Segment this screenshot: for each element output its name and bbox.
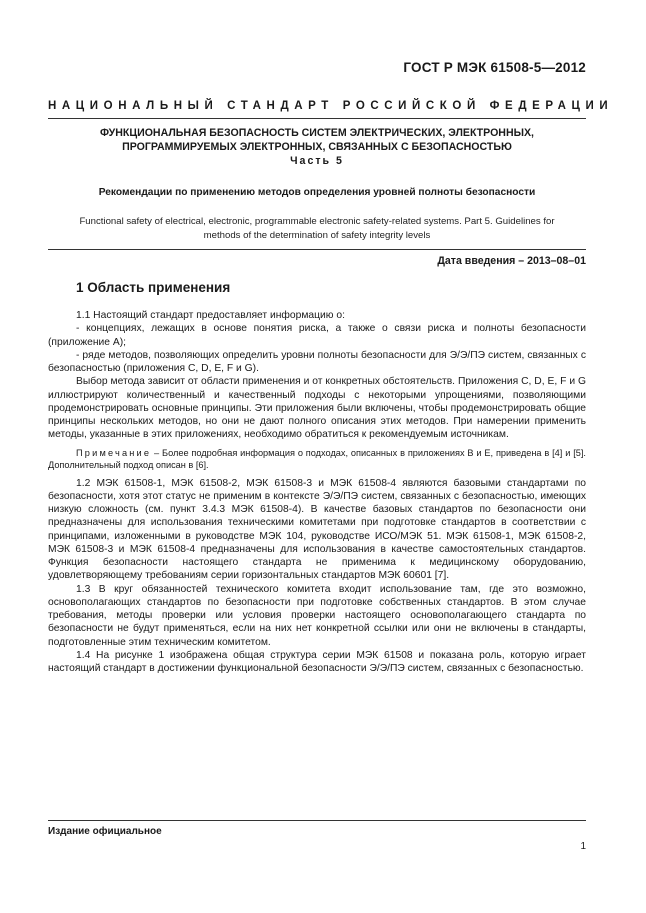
subtitle-english-line-2: methods of the determination of safety integrity levels: [203, 229, 431, 241]
paragraph-1-1-method: Выбор метода зависит от области применения и от конкретных обстоятельств. Приложения С, D, E, F и G иллюстрируют количественный и качественный подходы с некоторыми упрощениями, позволяющими продемонстрировать основные принципы. Эти приложения были включены, чтобы продемонстрировать общие принципы нескольких методов, но они не дают полного описания этих методов. При намерении применить методы, указанные в этих приложениях, необходимо обратиться к рекомендуемым источникам.: [48, 376, 586, 441]
paragraph-1-1-item-b: - ряде методов, позволяющих определить уровни полноты безопасности для Э/Э/ПЭ систем, связанных с безопасностью (приложения C, D, E, F и G).: [48, 349, 586, 374]
document-code: ГОСТ Р МЭК 61508-5—2012: [403, 60, 586, 75]
footer-divider: [48, 820, 586, 821]
paragraph-1-1: 1.1 Настоящий стандарт предоставляет информацию о:: [76, 310, 345, 321]
national-standard-title: НАЦИОНАЛЬНЫЙ СТАНДАРТ РОССИЙСКОЙ ФЕДЕРАЦИИ: [48, 100, 614, 112]
paragraph-1-2: 1.2 МЭК 61508-1, МЭК 61508-2, МЭК 61508-3 и МЭК 61508-4 являются базовыми стандартами по безопасности, хотя этот статус не применим в контексте Э/Э/ПЭ систем, связанных с безопасностью, имеющих низкую сложность (см. пункт 3.4.3 МЭК 61508-4). В качестве базовых стандартов по безопасности они предназначены для использования техническими комитетами при подготовке стандартов в соответствии с принципами, изложенными в руководстве МЭК 104, руководстве ИСО/МЭК 51. МЭК 61508-1, МЭК 61508-2, МЭК 61508-3 и МЭК 61508-4 предназначены для использования в качестве самостоятельных стандартов. Функция безопасности настоящего стандарта не применима к медицинскому оборудованию, удовлетворяющему требованиям серии горизонтальных стандартов МЭК 60601 [7].: [48, 477, 586, 582]
section-heading: 1 Область применения: [76, 280, 231, 295]
title-line-1: ФУНКЦИОНАЛЬНАЯ БЕЗОПАСНОСТЬ СИСТЕМ ЭЛЕКТРИЧЕСКИХ, ЭЛЕКТРОННЫХ,: [100, 127, 534, 139]
subtitle-english-line-1: Functional safety of electrical, electronic, programmable electronic safety-related systems. Part 5. Guidelines for: [79, 216, 555, 227]
top-divider: [48, 118, 586, 119]
middle-divider: [48, 249, 586, 250]
note-text: – Более подробная информация о подходах, описанных в приложениях В и Е, приведена в [4] и [5]. Дополнительный подход описан в [6].: [48, 447, 586, 470]
note: [48, 447, 586, 472]
paragraph-1-3: 1.3 В круг обязанностей технического комитета входит использование там, где это возможно, основополагающих стандартов по безопасности при подготовке собственных стандартов. В этом случае требования, методы проверки или условия проверки настоящего основополагающего стандарта по безопасности не будут применяться, если на них нет конкретной ссылки или они не включены в стандарты, подготовленные этим техническим комитетом.: [48, 583, 586, 648]
page-number: 1: [580, 841, 586, 852]
title-line-2: ПРОГРАММИРУЕМЫХ ЭЛЕКТРОННЫХ, СВЯЗАННЫХ С БЕЗОПАСНОСТЬЮ: [122, 141, 512, 153]
introduction-date: Дата введения – 2013–08–01: [437, 255, 586, 267]
note-label: Примечание: [76, 447, 152, 458]
subtitle-russian: Рекомендации по применению методов определения уровней полноты безопасности: [98, 187, 536, 198]
part-label: Часть 5: [290, 155, 344, 167]
standard-title: [48, 126, 586, 168]
paragraph-1-1-item-a: - концепциях, лежащих в основе понятия риска, а также о связи риска и полноты безопасности (приложение А);: [48, 323, 586, 348]
official-edition-label: Издание официальное: [48, 826, 162, 837]
section-body: [48, 309, 586, 675]
paragraph-1-4: 1.4 На рисунке 1 изображена общая структура серии МЭК 61508 и показана роль, которую играет настоящий стандарт в достижении функциональной безопасности Э/Э/ПЭ систем, связанных с безопасностью.: [48, 649, 586, 674]
subtitle-english: [48, 215, 586, 242]
